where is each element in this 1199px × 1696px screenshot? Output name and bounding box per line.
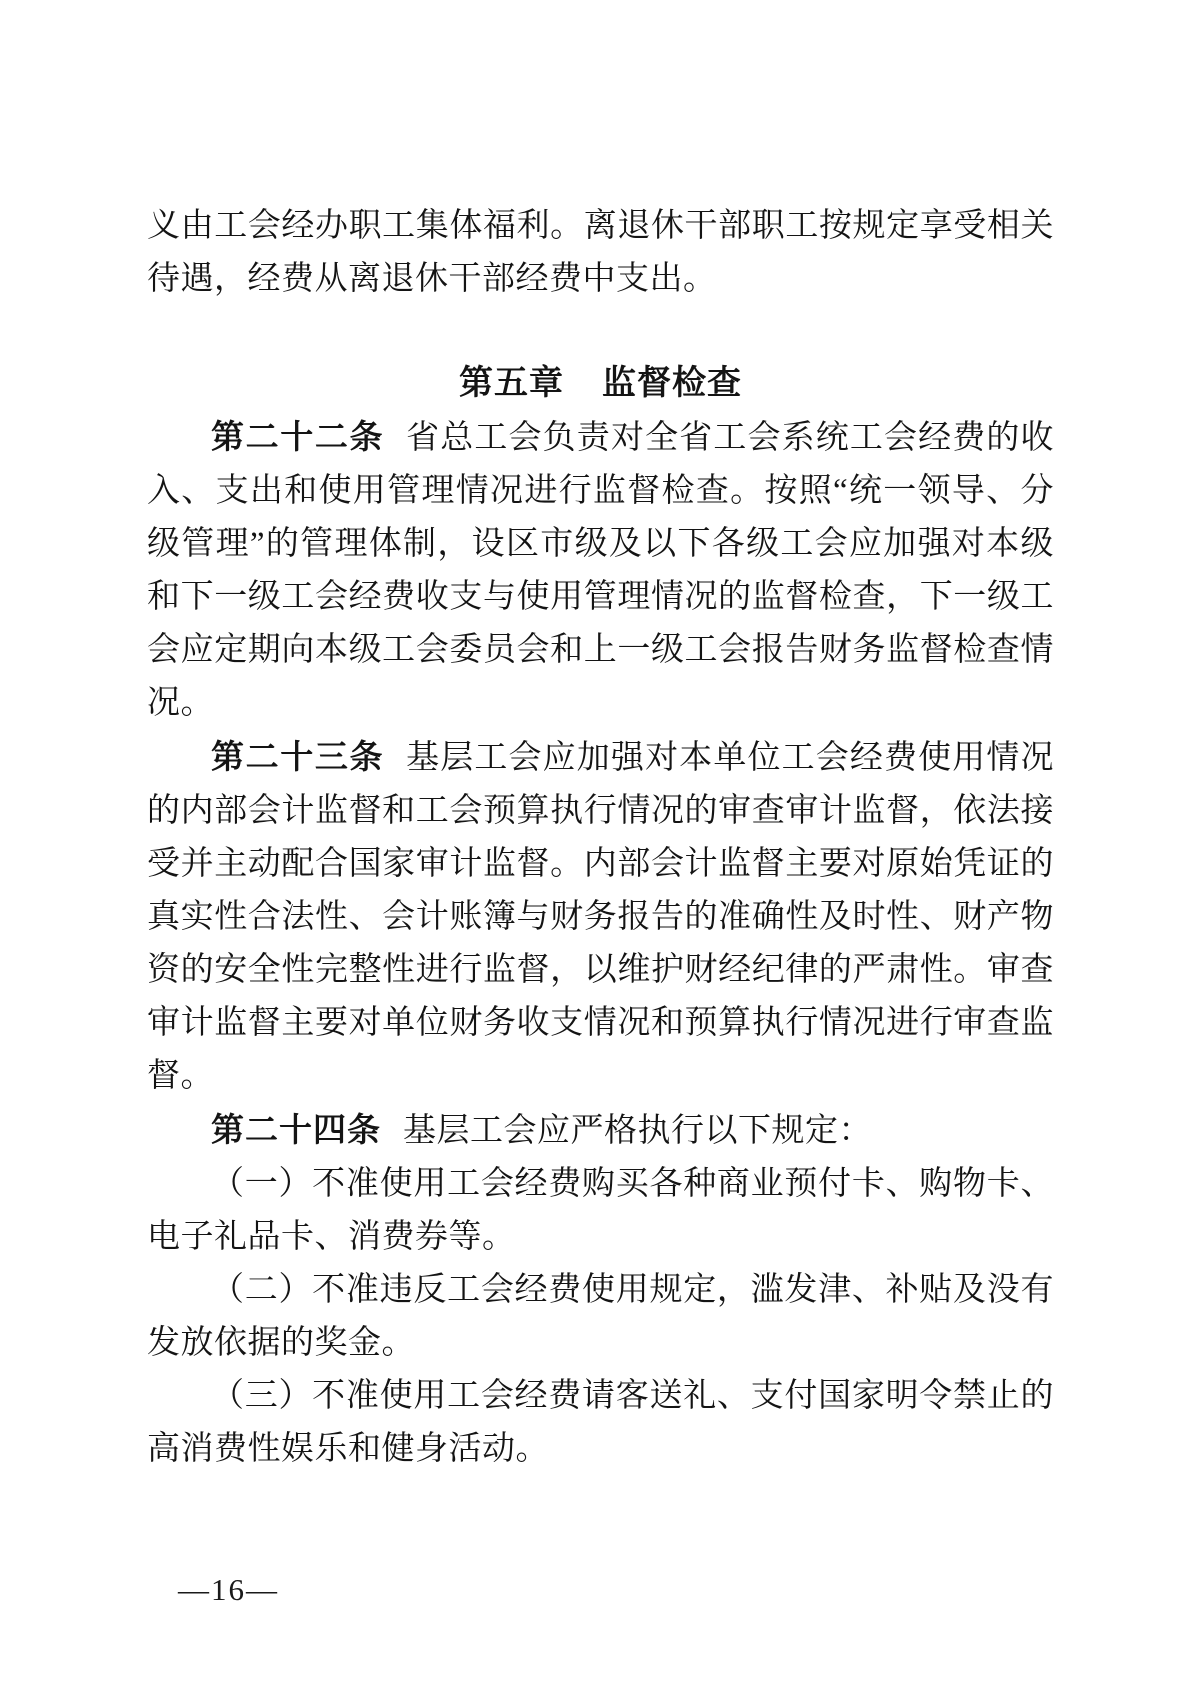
rule-item-3-text: （三）不准使用工会经费请客送礼、支付国家明令禁止的高消费性娱乐和健身活动。 <box>147 1378 1054 1467</box>
article-23-number: 第二十三条 <box>211 738 385 775</box>
chapter-heading <box>147 357 1054 410</box>
rule-item-2-text: （二）不准违反工会经费使用规定，滥发津、补贴及没有发放依据的奖金。 <box>147 1272 1054 1361</box>
chapter-title: 监督检查 <box>602 364 742 402</box>
article-22 <box>147 410 1054 730</box>
page-number: —16— <box>178 1572 279 1607</box>
rule-item-1-text: （一）不准使用工会经费购买各种商业预付卡、购物卡、电子礼品卡、消费券等。 <box>147 1166 1054 1255</box>
paragraph-continuation: 义由工会经办职工集体福利。离退休干部职工按规定享受相关待遇，经费从离退休干部经费中支出。 <box>147 208 1054 297</box>
article-24-number: 第二十四条 <box>211 1111 381 1148</box>
document-body <box>147 200 1054 1476</box>
article-24-text: 基层工会应严格执行以下规定： <box>403 1113 872 1149</box>
article-22-text: 省总工会负责对全省工会系统工会经费的收入、支出和使用管理情况进行监督检查。按照“统一领导、分级管理”的管理体制，设区市级及以下各级工会应加强对本级和下一级工会经费收支与使用管理情况的监督检查，下一级工会应定期向本级工会委员会和上一级工会报告财务监督检查情况。 <box>147 420 1055 721</box>
rule-item-2 <box>147 1264 1054 1370</box>
article-24 <box>147 1103 1054 1158</box>
article-23-text: 基层工会应加强对本单位工会经费使用情况的内部会计监督和工会预算执行情况的审查审计监督，依法接受并主动配合国家审计监督。内部会计监督主要对原始凭证的真实性合法性、会计账簿与财务报告的准确性及时性、财产物资的安全性完整性进行监督，以维护财经纪律的严肃性。审查审计监督主要对单位财务收支情况和预算执行情况进行审查监督。 <box>147 740 1055 1094</box>
article-22-number: 第二十二条 <box>211 418 385 455</box>
rule-item-3 <box>147 1370 1054 1476</box>
chapter-number: 第五章 <box>459 364 564 402</box>
rule-item-1 <box>147 1158 1054 1264</box>
article-23 <box>147 730 1054 1103</box>
